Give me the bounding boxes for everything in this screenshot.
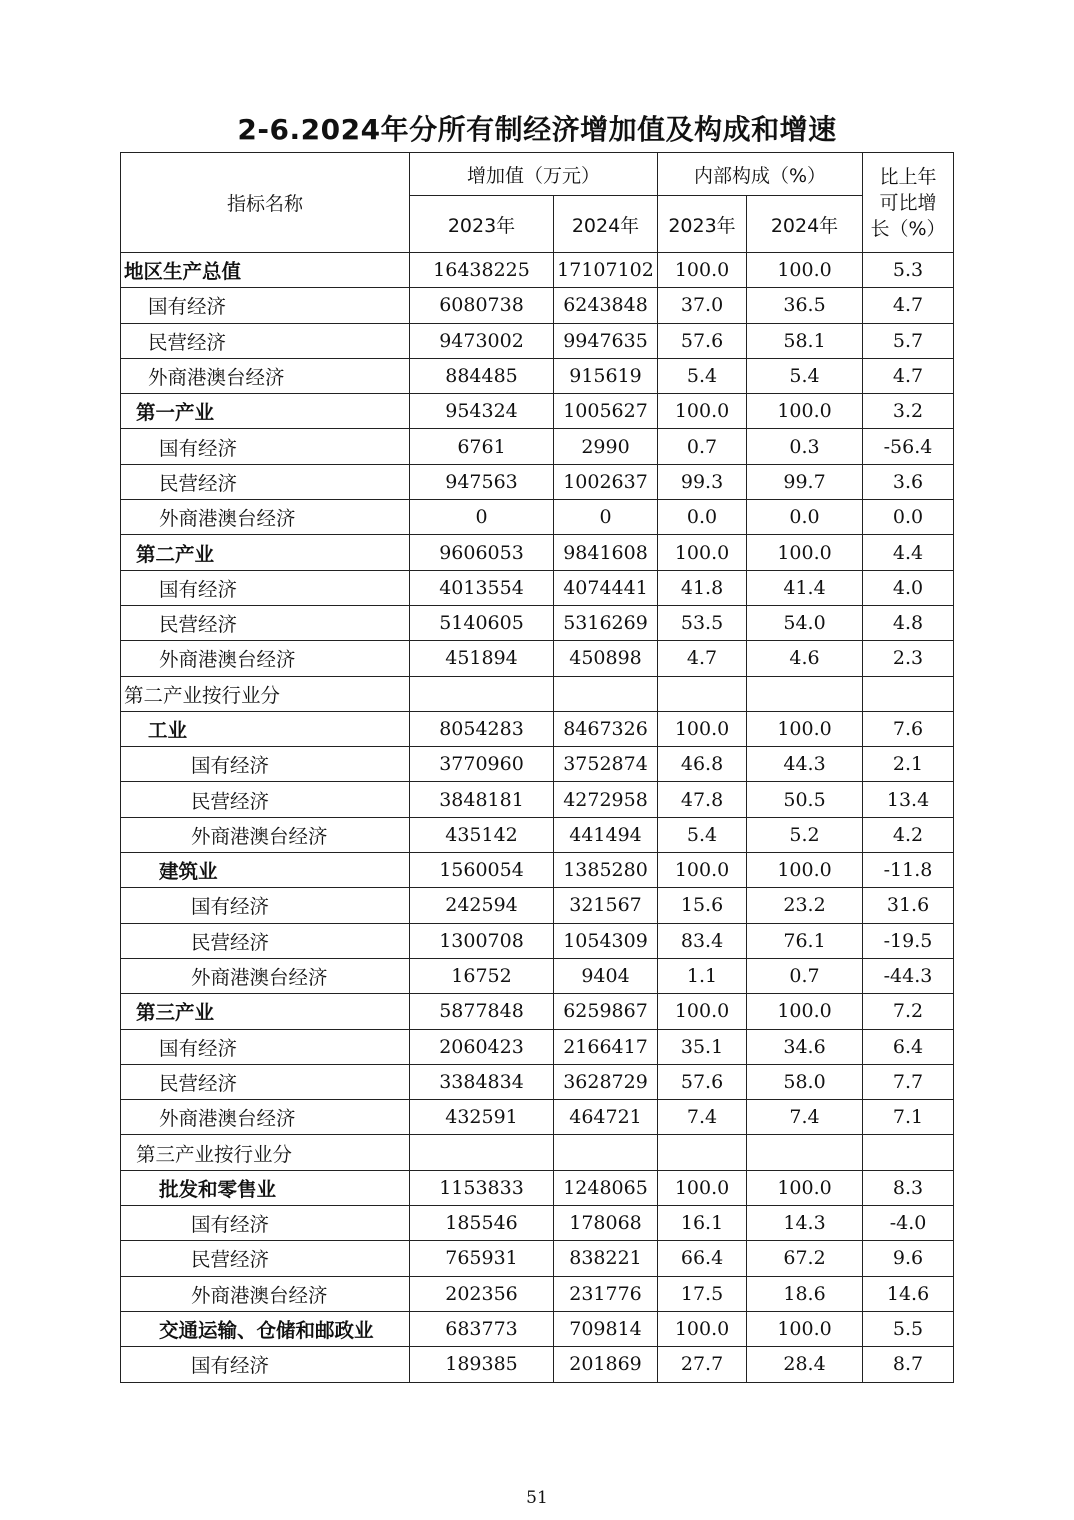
row-name-cell: 国有经济 (121, 888, 410, 923)
growth-cell: 2.1 (863, 747, 954, 782)
growth-cell: 3.6 (863, 464, 954, 499)
row-name-cell: 国有经济 (121, 1347, 410, 1382)
table-row (121, 1311, 954, 1346)
table-body (121, 253, 954, 1383)
growth-cell: 4.8 (863, 605, 954, 640)
value-2023-cell: 16752 (410, 958, 554, 993)
growth-cell (863, 676, 954, 711)
value-2023-cell: 2060423 (410, 1029, 554, 1064)
share-2024-cell (747, 1135, 863, 1170)
header-yoy-growth (863, 153, 954, 253)
row-name-cell: 建筑业 (121, 853, 410, 888)
table-row (121, 500, 954, 535)
growth-cell: 31.6 (863, 888, 954, 923)
row-name-cell: 外商港澳台经济 (121, 500, 410, 535)
row-name-cell: 民营经济 (121, 323, 410, 358)
value-2023-cell: 3770960 (410, 747, 554, 782)
row-name-cell: 国有经济 (121, 1206, 410, 1241)
table-row (121, 1241, 954, 1276)
share-2023-cell: 1.1 (658, 958, 747, 993)
share-2023-cell: 15.6 (658, 888, 747, 923)
share-2023-cell: 0.0 (658, 500, 747, 535)
header-yoy-line-2: 可比增 (879, 191, 937, 214)
value-2024-cell: 838221 (554, 1241, 658, 1276)
growth-cell: 5.5 (863, 1311, 954, 1346)
value-2024-cell: 201869 (554, 1347, 658, 1382)
table-row (121, 888, 954, 923)
growth-cell: -4.0 (863, 1206, 954, 1241)
value-2024-cell: 3628729 (554, 1064, 658, 1099)
value-2023-cell: 432591 (410, 1100, 554, 1135)
growth-cell: -56.4 (863, 429, 954, 464)
value-2024-cell: 1002637 (554, 464, 658, 499)
value-2024-cell: 1054309 (554, 923, 658, 958)
growth-cell: 3.2 (863, 394, 954, 429)
share-2024-cell: 100.0 (747, 994, 863, 1029)
row-name-cell: 民营经济 (121, 464, 410, 499)
share-2023-cell: 5.4 (658, 358, 747, 393)
header-share-2024: 2024年 (747, 196, 863, 253)
row-name-cell: 外商港澳台经济 (121, 958, 410, 993)
row-name-cell: 国有经济 (121, 570, 410, 605)
growth-cell: 4.0 (863, 570, 954, 605)
value-2023-cell: 4013554 (410, 570, 554, 605)
table-row (121, 958, 954, 993)
share-2023-cell: 7.4 (658, 1100, 747, 1135)
header-value-added: 增加值（万元） (410, 153, 658, 196)
value-2024-cell: 2990 (554, 429, 658, 464)
share-2024-cell: 7.4 (747, 1100, 863, 1135)
row-name-cell: 外商港澳台经济 (121, 358, 410, 393)
table-row (121, 605, 954, 640)
table-row (121, 288, 954, 323)
table-row (121, 782, 954, 817)
value-2023-cell: 3848181 (410, 782, 554, 817)
value-2024-cell: 441494 (554, 817, 658, 852)
row-name-cell: 民营经济 (121, 923, 410, 958)
row-name-cell: 外商港澳台经济 (121, 1276, 410, 1311)
growth-cell: 8.7 (863, 1347, 954, 1382)
value-2024-cell: 450898 (554, 641, 658, 676)
share-2024-cell: 99.7 (747, 464, 863, 499)
row-name-cell: 地区生产总值 (121, 253, 410, 288)
share-2024-cell: 0.0 (747, 500, 863, 535)
table-row (121, 676, 954, 711)
value-2023-cell: 683773 (410, 1311, 554, 1346)
growth-cell: 7.6 (863, 711, 954, 746)
share-2023-cell: 57.6 (658, 1064, 747, 1099)
share-2023-cell: 100.0 (658, 253, 747, 288)
growth-cell: 5.3 (863, 253, 954, 288)
value-2023-cell: 5877848 (410, 994, 554, 1029)
row-name-cell: 第二产业 (121, 535, 410, 570)
value-2023-cell: 435142 (410, 817, 554, 852)
row-name-cell: 交通运输、仓储和邮政业 (121, 1311, 410, 1346)
row-name-cell: 国有经济 (121, 429, 410, 464)
value-2024-cell (554, 676, 658, 711)
table-row (121, 1135, 954, 1170)
share-2023-cell (658, 676, 747, 711)
table-row (121, 464, 954, 499)
value-2024-cell: 321567 (554, 888, 658, 923)
growth-cell: 4.7 (863, 358, 954, 393)
value-2024-cell: 3752874 (554, 747, 658, 782)
table-row (121, 323, 954, 358)
share-2024-cell: 100.0 (747, 711, 863, 746)
value-2024-cell: 464721 (554, 1100, 658, 1135)
value-2023-cell: 954324 (410, 394, 554, 429)
share-2024-cell: 23.2 (747, 888, 863, 923)
growth-cell: 4.4 (863, 535, 954, 570)
value-2023-cell: 9606053 (410, 535, 554, 570)
share-2023-cell: 100.0 (658, 1311, 747, 1346)
share-2024-cell: 54.0 (747, 605, 863, 640)
share-2024-cell: 34.6 (747, 1029, 863, 1064)
value-2024-cell (554, 1135, 658, 1170)
value-2024-cell: 178068 (554, 1206, 658, 1241)
value-2023-cell: 6761 (410, 429, 554, 464)
share-2024-cell: 100.0 (747, 1170, 863, 1205)
table-row (121, 1029, 954, 1064)
value-2023-cell: 6080738 (410, 288, 554, 323)
share-2024-cell: 50.5 (747, 782, 863, 817)
table-row (121, 1100, 954, 1135)
page-number: 51 (526, 1488, 548, 1508)
value-2024-cell: 4272958 (554, 782, 658, 817)
growth-cell: 4.7 (863, 288, 954, 323)
value-2024-cell: 9947635 (554, 323, 658, 358)
value-2024-cell: 1385280 (554, 853, 658, 888)
share-2024-cell: 0.3 (747, 429, 863, 464)
value-2024-cell: 1248065 (554, 1170, 658, 1205)
share-2023-cell: 100.0 (658, 535, 747, 570)
growth-cell: -19.5 (863, 923, 954, 958)
table-row (121, 1064, 954, 1099)
row-name-cell: 民营经济 (121, 605, 410, 640)
share-2024-cell: 18.6 (747, 1276, 863, 1311)
share-2023-cell: 66.4 (658, 1241, 747, 1276)
share-2024-cell (747, 676, 863, 711)
value-2024-cell: 915619 (554, 358, 658, 393)
table-row (121, 853, 954, 888)
share-2024-cell: 58.0 (747, 1064, 863, 1099)
share-2023-cell: 35.1 (658, 1029, 747, 1064)
share-2024-cell: 100.0 (747, 394, 863, 429)
share-2023-cell: 100.0 (658, 1170, 747, 1205)
share-2023-cell: 100.0 (658, 711, 747, 746)
share-2024-cell: 41.4 (747, 570, 863, 605)
page-title: 2-6.2024年分所有制经济增加值及构成和增速 (237, 113, 837, 146)
value-2024-cell: 6243848 (554, 288, 658, 323)
row-name-cell: 国有经济 (121, 288, 410, 323)
growth-cell: 9.6 (863, 1241, 954, 1276)
value-2023-cell: 884485 (410, 358, 554, 393)
value-2024-cell: 0 (554, 500, 658, 535)
share-2024-cell: 28.4 (747, 1347, 863, 1382)
share-2023-cell: 99.3 (658, 464, 747, 499)
value-2023-cell: 1300708 (410, 923, 554, 958)
share-2024-cell: 100.0 (747, 1311, 863, 1346)
share-2023-cell: 0.7 (658, 429, 747, 464)
row-name-cell: 外商港澳台经济 (121, 1100, 410, 1135)
header-indicator-name: 指标名称 (121, 153, 410, 253)
value-2023-cell: 1153833 (410, 1170, 554, 1205)
share-2024-cell: 5.2 (747, 817, 863, 852)
share-2024-cell: 0.7 (747, 958, 863, 993)
row-name-cell: 国有经济 (121, 1029, 410, 1064)
header-yoy-line-1: 比上年 (879, 165, 937, 188)
share-2023-cell: 47.8 (658, 782, 747, 817)
share-2023-cell: 16.1 (658, 1206, 747, 1241)
value-2024-cell: 2166417 (554, 1029, 658, 1064)
growth-cell: 14.6 (863, 1276, 954, 1311)
growth-cell: 5.7 (863, 323, 954, 358)
value-2024-cell: 8467326 (554, 711, 658, 746)
value-2023-cell: 185546 (410, 1206, 554, 1241)
value-2023-cell (410, 1135, 554, 1170)
table-row (121, 570, 954, 605)
header-internal-composition: 内部构成（%） (658, 153, 863, 196)
table-row (121, 641, 954, 676)
growth-cell: 2.3 (863, 641, 954, 676)
growth-cell: 7.2 (863, 994, 954, 1029)
share-2023-cell: 4.7 (658, 641, 747, 676)
row-name-cell: 批发和零售业 (121, 1170, 410, 1205)
share-2023-cell: 100.0 (658, 994, 747, 1029)
table-row (121, 994, 954, 1029)
table-row (121, 1276, 954, 1311)
growth-cell: 7.7 (863, 1064, 954, 1099)
value-2024-cell: 9841608 (554, 535, 658, 570)
table-row (121, 429, 954, 464)
share-2023-cell: 5.4 (658, 817, 747, 852)
share-2023-cell: 83.4 (658, 923, 747, 958)
value-2023-cell: 202356 (410, 1276, 554, 1311)
row-name-cell: 第一产业 (121, 394, 410, 429)
value-2023-cell: 16438225 (410, 253, 554, 288)
row-name-cell: 外商港澳台经济 (121, 641, 410, 676)
share-2023-cell: 46.8 (658, 747, 747, 782)
row-name-cell: 民营经济 (121, 1241, 410, 1276)
header-yoy-line-3: 长（%） (870, 217, 946, 240)
row-name-cell: 第三产业按行业分 (121, 1135, 410, 1170)
header-share-2023: 2023年 (658, 196, 747, 253)
share-2023-cell: 37.0 (658, 288, 747, 323)
growth-cell (863, 1135, 954, 1170)
share-2024-cell: 5.4 (747, 358, 863, 393)
value-2024-cell: 9404 (554, 958, 658, 993)
value-2024-cell: 6259867 (554, 994, 658, 1029)
value-2024-cell: 17107102 (554, 253, 658, 288)
table-row (121, 1347, 954, 1382)
value-2024-cell: 4074441 (554, 570, 658, 605)
growth-cell: 8.3 (863, 1170, 954, 1205)
value-2023-cell: 0 (410, 500, 554, 535)
value-2023-cell: 8054283 (410, 711, 554, 746)
row-name-cell: 第二产业按行业分 (121, 676, 410, 711)
value-2023-cell: 189385 (410, 1347, 554, 1382)
table-row (121, 923, 954, 958)
value-2023-cell: 9473002 (410, 323, 554, 358)
table-row (121, 1206, 954, 1241)
value-2023-cell: 1560054 (410, 853, 554, 888)
value-2023-cell: 242594 (410, 888, 554, 923)
share-2024-cell: 76.1 (747, 923, 863, 958)
share-2023-cell: 17.5 (658, 1276, 747, 1311)
share-2023-cell: 100.0 (658, 853, 747, 888)
growth-cell: 6.4 (863, 1029, 954, 1064)
share-2023-cell: 53.5 (658, 605, 747, 640)
value-2023-cell: 3384834 (410, 1064, 554, 1099)
value-2024-cell: 709814 (554, 1311, 658, 1346)
share-2023-cell: 27.7 (658, 1347, 747, 1382)
value-2023-cell: 947563 (410, 464, 554, 499)
share-2024-cell: 100.0 (747, 853, 863, 888)
value-2023-cell: 765931 (410, 1241, 554, 1276)
share-2024-cell: 58.1 (747, 323, 863, 358)
row-name-cell: 外商港澳台经济 (121, 817, 410, 852)
header-value-2024: 2024年 (554, 196, 658, 253)
growth-cell: -44.3 (863, 958, 954, 993)
share-2023-cell: 100.0 (658, 394, 747, 429)
share-2023-cell: 57.6 (658, 323, 747, 358)
table-row (121, 817, 954, 852)
share-2024-cell: 100.0 (747, 535, 863, 570)
share-2024-cell: 67.2 (747, 1241, 863, 1276)
row-name-cell: 民营经济 (121, 782, 410, 817)
row-name-cell: 民营经济 (121, 1064, 410, 1099)
value-2024-cell: 1005627 (554, 394, 658, 429)
growth-cell: 4.2 (863, 817, 954, 852)
growth-cell: 0.0 (863, 500, 954, 535)
value-2024-cell: 5316269 (554, 605, 658, 640)
row-name-cell: 第三产业 (121, 994, 410, 1029)
table-row (121, 711, 954, 746)
share-2023-cell (658, 1135, 747, 1170)
share-2024-cell: 100.0 (747, 253, 863, 288)
header-value-2023: 2023年 (410, 196, 554, 253)
growth-cell: 13.4 (863, 782, 954, 817)
row-name-cell: 工业 (121, 711, 410, 746)
table-row (121, 394, 954, 429)
table-row (121, 253, 954, 288)
table-row (121, 747, 954, 782)
value-2023-cell (410, 676, 554, 711)
value-2024-cell: 231776 (554, 1276, 658, 1311)
share-2024-cell: 14.3 (747, 1206, 863, 1241)
growth-cell: 7.1 (863, 1100, 954, 1135)
row-name-cell: 国有经济 (121, 747, 410, 782)
share-2024-cell: 4.6 (747, 641, 863, 676)
table-row (121, 535, 954, 570)
table-row (121, 358, 954, 393)
share-2024-cell: 44.3 (747, 747, 863, 782)
table-row (121, 1170, 954, 1205)
value-2023-cell: 5140605 (410, 605, 554, 640)
share-2024-cell: 36.5 (747, 288, 863, 323)
growth-cell: -11.8 (863, 853, 954, 888)
value-2023-cell: 451894 (410, 641, 554, 676)
ownership-value-added-table (120, 152, 954, 1383)
share-2023-cell: 41.8 (658, 570, 747, 605)
